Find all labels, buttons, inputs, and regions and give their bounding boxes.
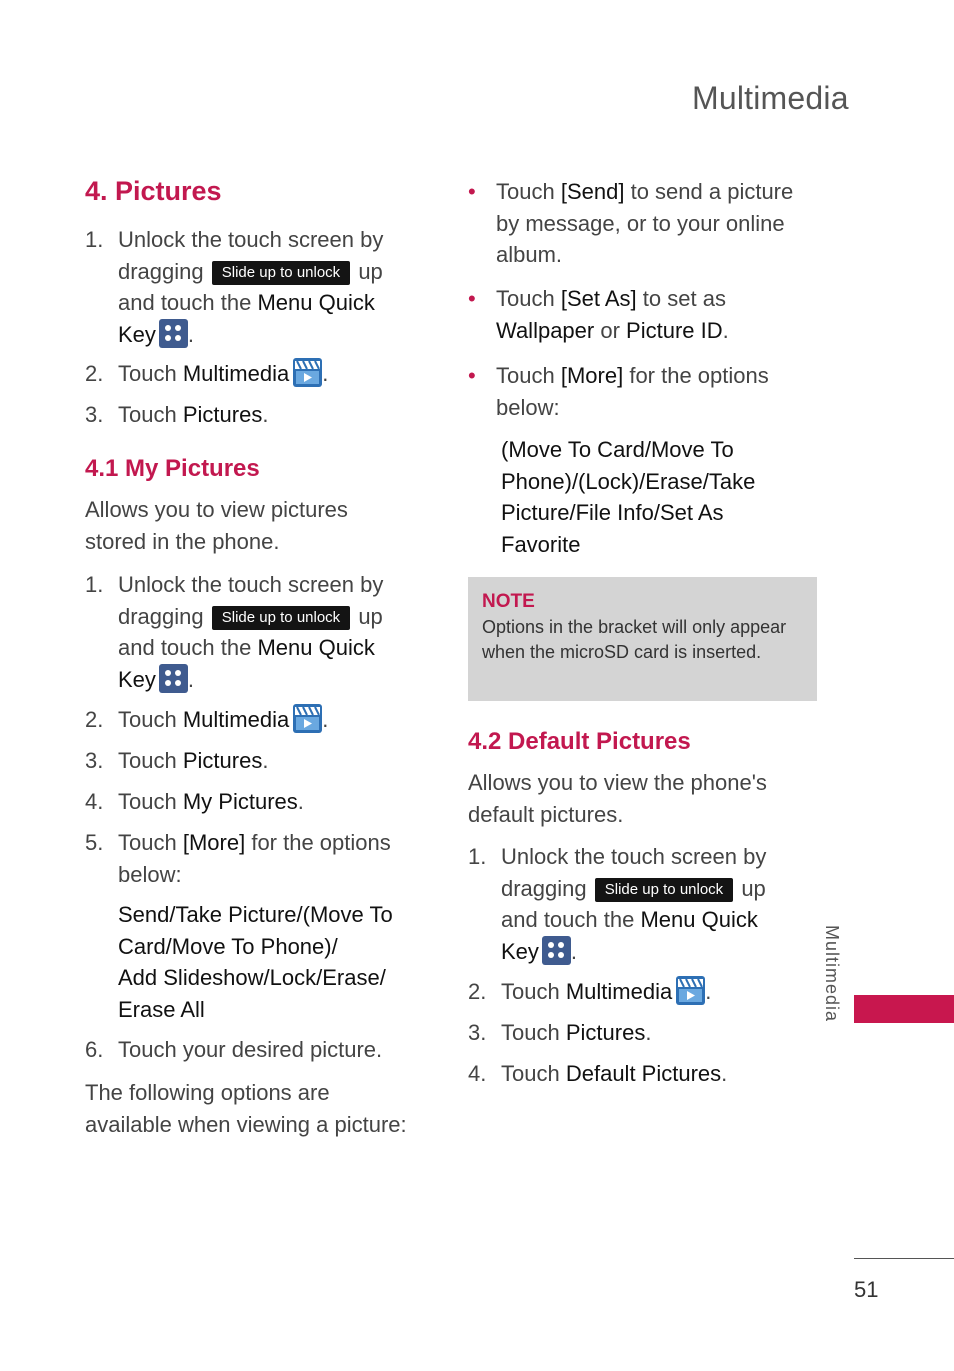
section-outro: The following options are available when viewing a picture:	[85, 1080, 407, 1137]
menu-quick-key-icon	[159, 664, 188, 693]
section-title-default-pictures: 4.2 Default Pictures	[468, 728, 691, 755]
slide-to-unlock-badge: Slide up to unlock	[595, 878, 733, 902]
slide-to-unlock-badge: Slide up to unlock	[212, 261, 350, 285]
menu-quick-key-icon	[542, 936, 571, 965]
bullet-dot: •	[468, 179, 476, 204]
note-title: NOTE	[482, 591, 535, 612]
note-box	[468, 577, 817, 701]
options-list: Send/Take Picture/(Move To Card/Move To Phone)/ Add Slideshow/Lock/Erase/ Erase All	[118, 902, 393, 1022]
note-body: Options in the bracket will only appear when the microSD card is inserted.	[482, 617, 787, 662]
page-number: 51	[854, 1277, 879, 1302]
slide-to-unlock-badge: Slide up to unlock	[212, 606, 350, 630]
side-tab-bar	[854, 995, 954, 1023]
multimedia-icon	[293, 704, 322, 733]
page-header-title: Multimedia	[692, 80, 849, 116]
section-intro: Allows you to view pictures stored in the phone.	[85, 497, 348, 554]
menu-quick-key-icon	[159, 319, 188, 348]
footer-divider	[854, 1258, 954, 1259]
section-title-pictures: 4. Pictures	[85, 176, 222, 206]
options-list: (Move To Card/Move To Phone)/(Lock)/Erase/Take Picture/File Info/Set As Favorite	[501, 437, 756, 557]
side-tab-label: Multimedia	[822, 925, 842, 1023]
section-intro: Allows you to view the phone's default pictures.	[468, 770, 767, 827]
bullet-dot: •	[468, 286, 476, 311]
section-title-my-pictures: 4.1 My Pictures	[85, 455, 260, 482]
multimedia-icon	[293, 358, 322, 387]
multimedia-icon	[676, 976, 705, 1005]
bullet-dot: •	[468, 363, 476, 388]
